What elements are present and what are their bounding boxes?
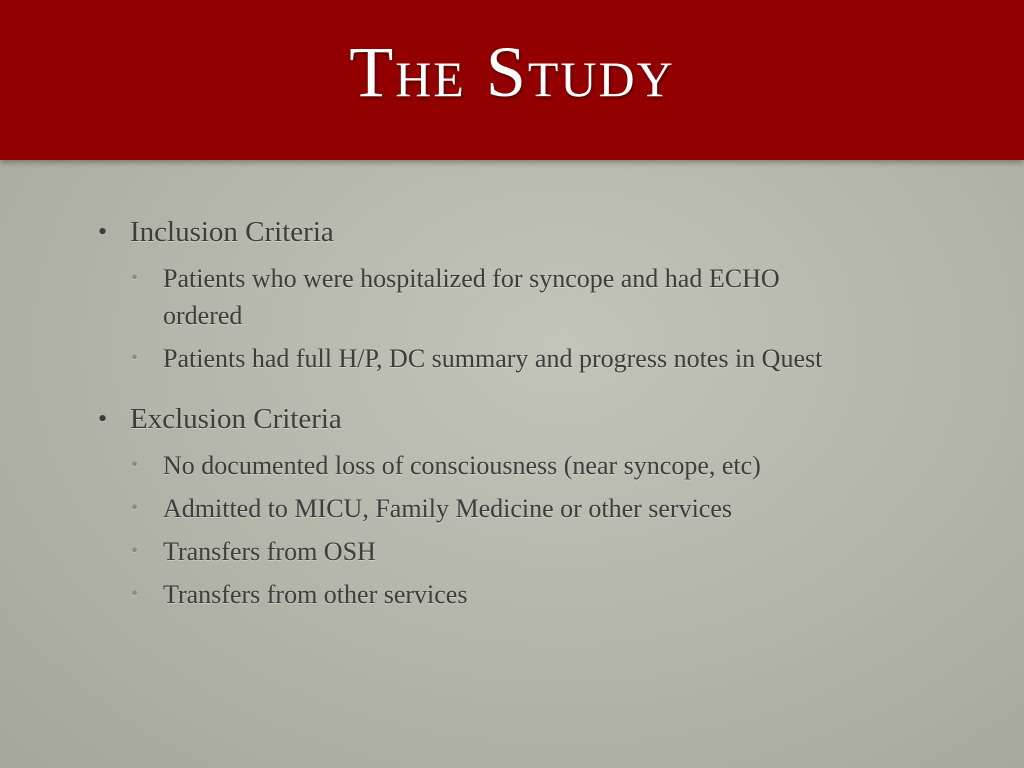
list-item	[98, 447, 863, 484]
section-inclusion	[98, 210, 938, 254]
list-item	[98, 490, 863, 527]
list-item-text: Transfers from other services	[163, 580, 468, 609]
bullet-icon: •	[131, 347, 139, 369]
bullet-icon: •	[131, 454, 139, 476]
list-item	[98, 340, 863, 377]
inclusion-list	[98, 260, 938, 377]
list-item	[98, 576, 863, 613]
bullet-icon: •	[131, 267, 139, 289]
bullet-icon: •	[131, 583, 139, 605]
list-item	[98, 260, 863, 334]
bullet-icon: •	[131, 540, 139, 562]
list-item-text: Patients had full H/P, DC summary and progress notes in Quest	[163, 344, 823, 373]
bullet-icon: •	[131, 497, 139, 519]
exclusion-list	[98, 447, 938, 613]
list-item	[98, 533, 863, 570]
list-item-text: No documented loss of consciousness (near syncope, etc)	[163, 451, 761, 480]
slide-body	[98, 210, 938, 613]
list-item-text: Patients who were hospitalized for syncope and had ECHO ordered	[163, 264, 780, 330]
section-heading-exclusion: Exclusion Criteria	[130, 403, 342, 435]
title-band	[0, 0, 1024, 160]
bullet-icon: •	[98, 404, 108, 433]
section-exclusion	[98, 397, 938, 441]
section-heading-inclusion: Inclusion Criteria	[130, 216, 334, 248]
list-item-text: Admitted to MICU, Family Medicine or other services	[163, 494, 733, 523]
bullet-icon: •	[98, 217, 108, 246]
slide-title: The Study	[349, 32, 675, 112]
list-item-text: Transfers from OSH	[163, 537, 376, 566]
